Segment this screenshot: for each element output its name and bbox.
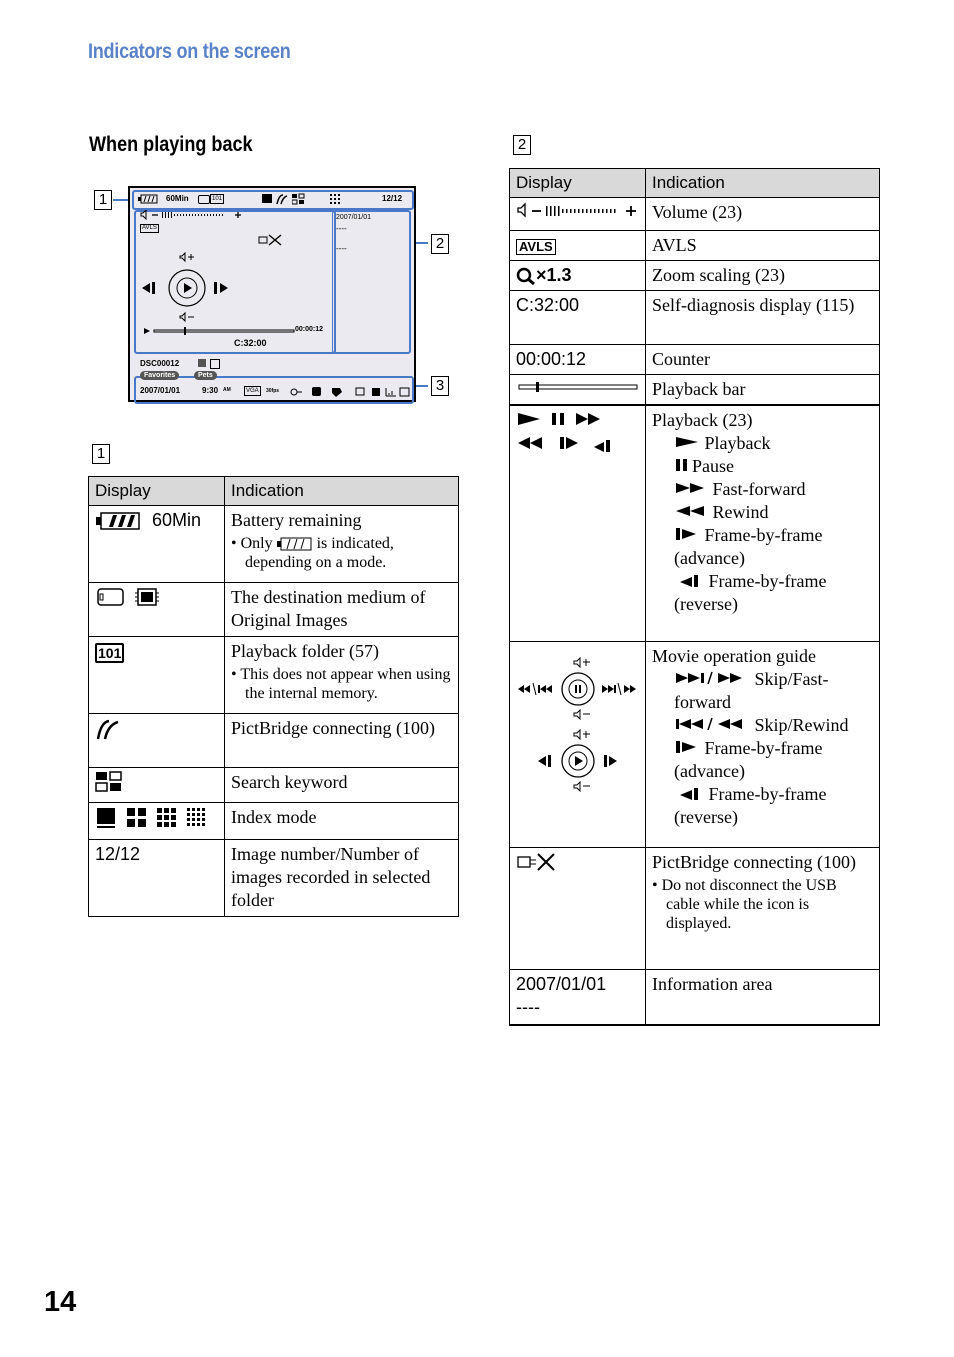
list-item: Rewind — [652, 501, 873, 524]
t1-battery-indication: Battery remaining — [231, 510, 362, 530]
table-row — [510, 198, 880, 231]
list-item: Pause — [652, 455, 873, 478]
t1-imgnum-indication: Image number/Number of images recorded in selected folder — [225, 840, 459, 917]
screen-keyword-pets: Pets — [194, 371, 217, 380]
table-row — [89, 840, 459, 917]
list-item: Playback — [652, 432, 873, 455]
table2-label: 2 — [513, 135, 531, 155]
screen-vga: VGA — [246, 388, 259, 394]
battery-icon — [138, 194, 158, 204]
table-row — [89, 768, 459, 803]
screen-ampm: AM — [223, 387, 231, 393]
keyword-icon — [95, 771, 125, 793]
page-header: Indicators on the screen — [88, 40, 291, 63]
t2-avls-indication: AVLS — [646, 231, 880, 261]
t1-medium-indication: The destination medium of Original Images — [225, 583, 459, 637]
screen-counter: 00:00:12 — [295, 326, 324, 333]
table-row — [510, 405, 880, 641]
t2-zoom-indication: Zoom scaling (23) — [646, 261, 880, 291]
screen-dashes2: ---- — [336, 244, 347, 253]
frame-reverse-icon — [674, 786, 704, 800]
memory-icon — [198, 195, 210, 204]
t1-pictbridge-indication: PictBridge connecting (100) — [225, 714, 459, 768]
t2-counter-display: 00:00:12 — [510, 345, 646, 375]
screen-mockup — [128, 186, 416, 402]
table1-label: 1 — [92, 444, 110, 464]
screen-protect-small — [198, 359, 206, 367]
section-title: When playing back — [89, 133, 253, 156]
frame-advance-icon — [674, 527, 700, 541]
table-row — [510, 969, 880, 1025]
t2-playbar-indication: Playback bar — [646, 375, 880, 406]
volume-bar-icon — [516, 201, 642, 221]
frame-reverse-icon — [674, 573, 704, 587]
table-row — [510, 261, 880, 291]
t1-battery-display: 60Min — [152, 510, 202, 530]
label-three: 3 — [431, 376, 449, 396]
folder-icon — [95, 643, 124, 663]
t2-header-display: Display — [510, 169, 646, 198]
screen-fps: 30fps — [266, 388, 280, 394]
label-two: 2 — [431, 234, 449, 254]
playback-icons — [516, 409, 640, 459]
list-item: Skip/Fast-forward — [674, 668, 829, 712]
screen-time: 9:30 — [202, 386, 219, 395]
pictbridge-connecting-icon — [516, 851, 560, 873]
list-item: Frame-by-frame (reverse) — [674, 571, 827, 614]
t2-info-indication: Information area — [646, 969, 880, 1025]
rewind-icon — [674, 504, 708, 518]
battery-icon — [95, 512, 141, 530]
t1-battery-note-pre: Only — [240, 535, 273, 552]
t1-folder-indication: Playback folder (57) — [231, 641, 379, 661]
screen-image-count: 12/12 — [382, 194, 403, 203]
table-row — [510, 291, 880, 345]
table1 — [88, 476, 459, 917]
screen-volume-bar — [140, 210, 250, 220]
table-row: 101 Playback folder (57) • This does not appear when using the internal memory. — [89, 637, 459, 714]
t1-header-indication: Indication — [225, 477, 459, 506]
table-row: 60Min Battery remaining • Only is indicated, depending on a mode. — [89, 506, 459, 583]
label-one: 1 — [94, 190, 112, 210]
t2-volume-indication: Volume (23) — [646, 198, 880, 231]
screen-avls: AVLS — [142, 225, 157, 231]
play-icon — [674, 435, 700, 449]
frame-advance-icon — [674, 740, 700, 754]
playback-bar-icon — [516, 379, 640, 395]
table-row — [510, 375, 880, 406]
index-small-icon — [330, 194, 340, 204]
t1-keyword-indication: Search keyword — [225, 768, 459, 803]
t2-zoom-display: ×1.3 — [536, 265, 572, 285]
list-item: Fast-forward — [652, 478, 873, 501]
table-row — [510, 641, 880, 847]
list-item: Frame-by-frame (advance) — [674, 737, 823, 781]
screen-folder: 101 — [211, 196, 222, 202]
page-number: 14 — [44, 1286, 77, 1318]
battery-outline-icon — [277, 537, 313, 551]
t2-playback-indication: Playback (23) — [652, 410, 753, 430]
keyword-small-icon — [292, 193, 306, 205]
table-row — [89, 583, 459, 637]
t1-header-display: Display — [89, 477, 225, 506]
t2-pictbridge-note: Do not disconnect the USB cable while the icon is displayed. — [661, 876, 837, 932]
list-item: Skip/Rewind — [652, 714, 873, 737]
t2-info-display2: ---- — [516, 996, 540, 1017]
list-item: Frame-by-frame (advance) — [674, 525, 823, 568]
table-row — [510, 345, 880, 375]
t2-info-display1: 2007/01/01 — [516, 973, 607, 994]
t2-movie-indication: Movie operation guide — [652, 645, 816, 666]
t1-imgnum-display: 12/12 — [89, 840, 225, 917]
t2-selfdiag-display: C:32:00 — [510, 291, 646, 345]
t1-battery-note-post: is indicated, depending on a mode. — [245, 535, 394, 571]
screen-control-wheel — [140, 252, 240, 324]
skip-fastforward-icon — [674, 671, 750, 685]
table-row — [89, 714, 459, 768]
screen-keyword-favorites: Favorites — [140, 371, 179, 380]
t1-folder-display: 101 — [98, 645, 122, 661]
screen-datetime: 2007/01/01 — [140, 386, 181, 395]
screen-dashes1: ---- — [336, 224, 347, 233]
table-row — [510, 231, 880, 261]
skip-rewind-icon — [674, 717, 750, 731]
fast-forward-icon — [674, 481, 708, 495]
t2-pictbridge-indication: PictBridge connecting (100) — [652, 851, 856, 872]
t1-index-indication: Index mode — [225, 803, 459, 840]
table-row: PictBridge connecting (100) • Do not disconnect the USB cable while the icon is displayed. — [510, 847, 880, 969]
t2-avls-display: AVLS — [516, 239, 556, 255]
t1-folder-note: This does not appear when using the internal memory. — [240, 666, 451, 702]
screen-person-icon — [210, 359, 220, 369]
index-mode-icons — [95, 806, 215, 830]
memory-media-icons — [95, 586, 165, 608]
t2-selfdiag-indication: Self-diagnosis display (115) — [646, 291, 880, 345]
movie-operation-wheel — [516, 657, 640, 797]
pictbridge-small-icon — [275, 193, 289, 205]
pictbridge-icon — [95, 717, 125, 741]
protect-icon — [262, 194, 272, 203]
screen-pictbridge-icon — [258, 234, 284, 246]
pause-icon — [674, 458, 692, 472]
folder-icon — [210, 194, 224, 204]
zoom-icon — [516, 267, 536, 285]
screen-settings-icons — [290, 386, 410, 398]
screen-date-info: 2007/01/01 — [336, 214, 372, 221]
screen-selfdiag: C:32:00 — [234, 338, 267, 348]
screen-battery: 60Min — [166, 194, 189, 203]
screen-filename: DSC00012 — [140, 359, 180, 368]
table-row — [89, 803, 459, 840]
list-item: Frame-by-frame (reverse) — [674, 783, 827, 827]
t2-counter-indication: Counter — [646, 345, 880, 375]
table2 — [509, 168, 880, 1026]
t2-header-indication: Indication — [646, 169, 880, 198]
